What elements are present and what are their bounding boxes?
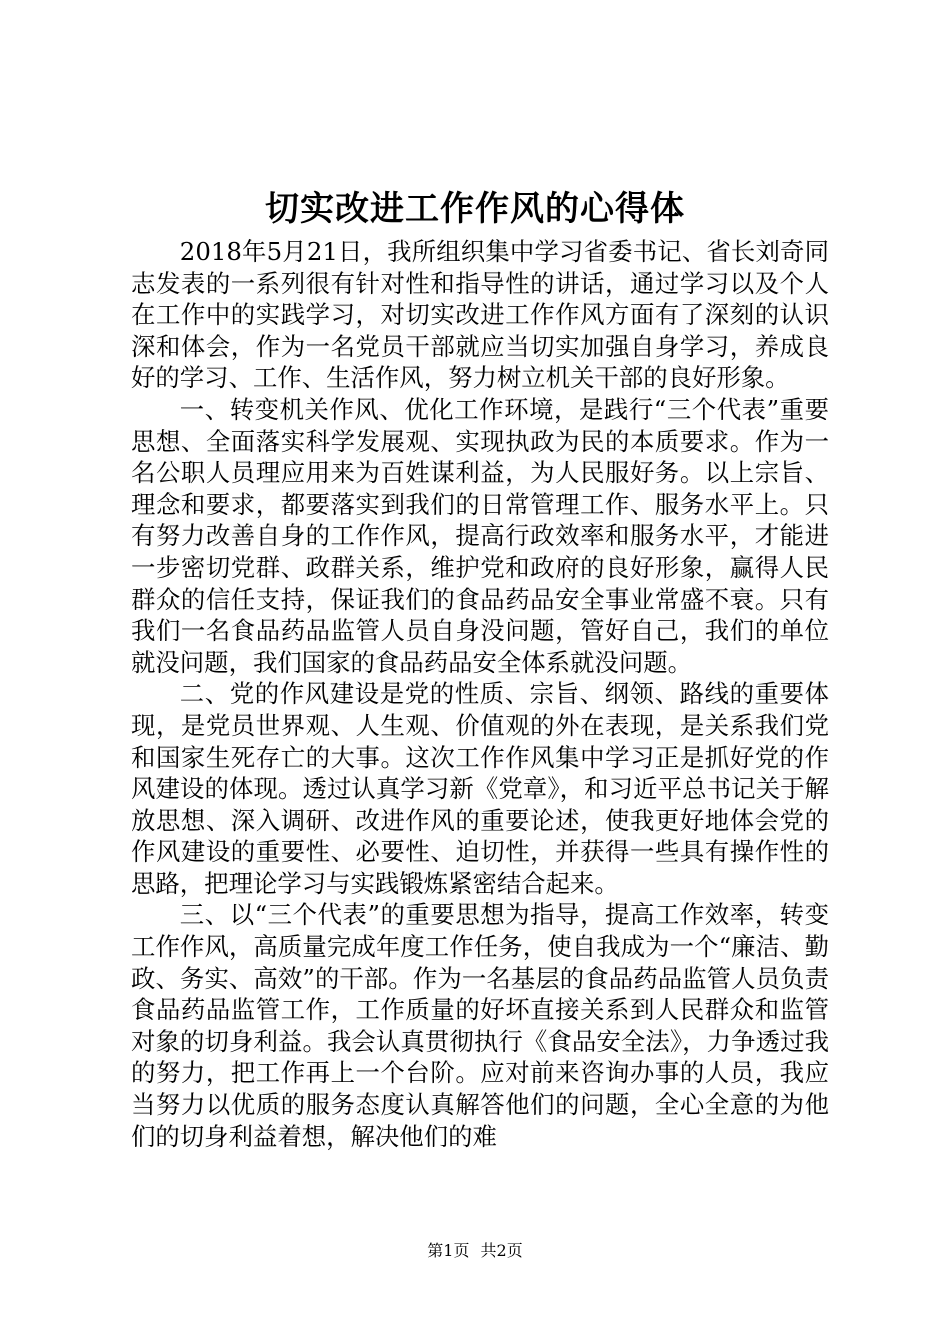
document-title: 切实改进工作作风的心得体 [265, 189, 685, 229]
page-number-current: 第1页 [427, 1241, 470, 1260]
paragraph-point-two: 二、党的作风建设是党的性质、宗旨、纲领、路线的重要体现，是党员世界观、人生观、价值观的外在表现，是关系我们党和国家生死存亡的大事。这次工作作风集中学习正是抓好党的作风建设的体现。透过认真学习新《党章》，和习近平总书记关于解放思想、深入调研、改进作风的重要论述，使我更好地体会党的作风建设的重要性、必要性、迫切性，并获得一些具有操作性的思路，把理论学习与实践锻炼紧密结合起来。 [131, 679, 829, 898]
paragraph-point-one: 一、转变机关作风、优化工作环境，是践行“三个代表”重要思想、全面落实科学发展观、实现执政为民的本质要求。作为一名公职人员理应用来为百姓谋利益，为人民服好务。以上宗旨、理念和要求，都要落实到我们的日常管理工作、服务水平上。只有努力改善自身的工作作风，提高行政效率和服务水平，才能进一步密切党群、政群关系，维护党和政府的良好形象，赢得人民群众的信任支持，保证我们的食品药品安全事业常盛不衰。只有我们一名食品药品监管人员自身没问题，管好自己，我们的单位就没问题，我们国家的食品药品安全体系就没问题。 [131, 394, 829, 677]
paragraph-point-three: 三、以“三个代表”的重要思想为指导，提高工作效率，转变工作作风，高质量完成年度工作任务，使自我成为一个“廉洁、勤政、务实、高效”的干部。作为一名基层的食品药品监管人员负责食品药品监管工作，工作质量的好坏直接关系到人民群众和监管对象的切身利益。我会认真贯彻执行《食品安全法》，力争透过我的努力，把工作再上一个台阶。应对前来咨询办事的人员，我应当努力以优质的服务态度认真解答他们的问题，全心全意的为他们的切身利益着想，解决他们的难 [131, 900, 829, 1151]
paragraph-intro: 2018年5月21日，我所组织集中学习省委书记、省长刘奇同志发表的一系列很有针对性和指导性的讲话，通过学习以及个人在工作中的实践学习，对切实改进工作作风方面有了深刻的认识深和体会，作为一名党员干部就应当切实加强自身学习，养成良好的学习、工作、生活作风，努力树立机关干部的良好形象。 [131, 237, 829, 393]
page-footer [0, 1240, 950, 1262]
document-body [131, 236, 829, 1152]
page-number-total: 共2页 [480, 1241, 523, 1260]
